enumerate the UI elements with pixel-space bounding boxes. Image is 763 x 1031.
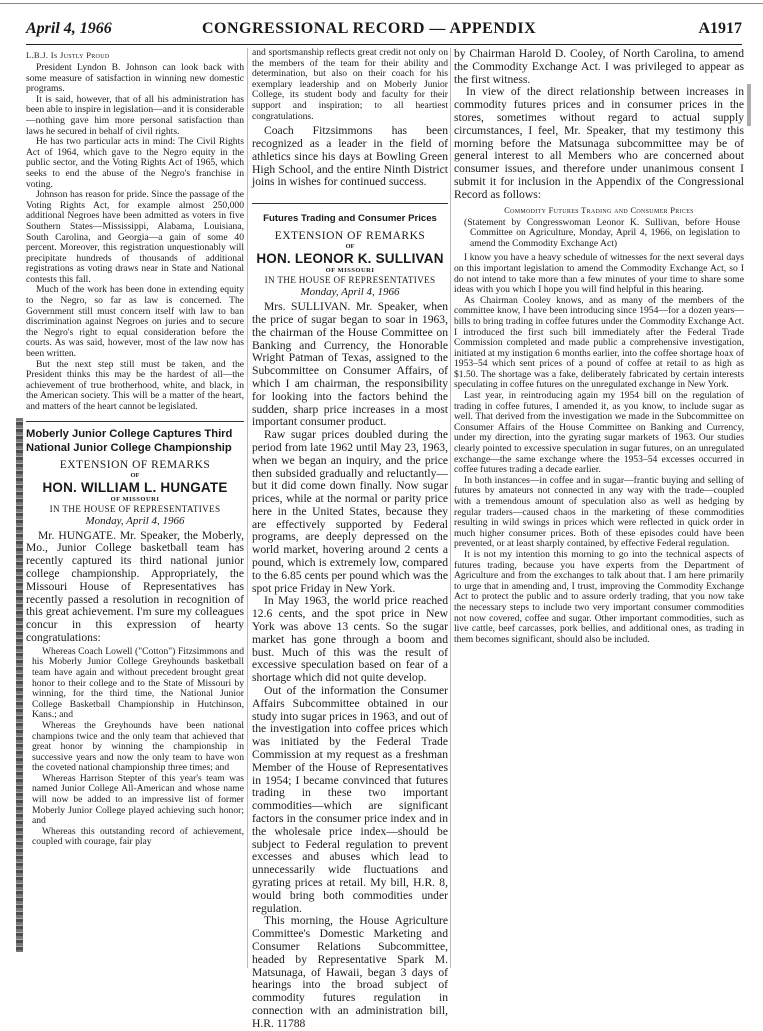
- editorial-heading: L.B.J. Is Justly Proud: [26, 50, 110, 60]
- top-rule: [0, 3, 763, 4]
- paragraph: As Chairman Cooley knows, and as many of the members of the committee know, I have been introducing since 1954—for a dozen years—bills to bring trading in coffee futures under the Commodity Exchange Act. I introduced the first such bill immediately after the Federal Trade Commission completed and made public a comprehensive investigation, initiated at my instigation 6 months earlier, into the coffee shortage hoax of 1953–54 which sent prices of a pound of coffee at retail to as high as $1.50. The shortage was a fake, deliberately fabricated by certain interests speculating in coffee futures on the unregulated exchange in New York.: [454, 294, 744, 391]
- paragraph: Whereas Coach Lowell ("Cotton") Fitzsimmons and his Moberly Junior College Greyhounds basketball team have again and without precedent brought great honor to their college and to the State of Missouri by winning, for the third time, the National Junior College Basketball Championship in Hutchinson, Kans.; and: [32, 645, 244, 721]
- paragraph: He has two particular acts in mind: The Civil Rights Act of 1964, which gave to the Negro equity in the public sector, and the Voting Rights Act of 1965, which seeks to end the abuse of the Negro's franchise in voting.: [26, 136, 244, 190]
- paragraph: Whereas this outstanding record of achievement, coupled with courage, fair play: [32, 825, 244, 848]
- statement-attribution: [454, 218, 744, 250]
- column-left: [26, 48, 244, 848]
- paragraph: In both instances—in coffee and in sugar—frantic buying and selling of futures by amateurs not connected in any way with the trade—coupled with a tremendous amount of speculation also as well as hedging by regular traders—caused chaos in the marketing of these commodities resulting in wild swings in prices which were reflected in quick order in much higher consumer prices. Both of these episodes could have been prevented, or at least sharply contained, by effective Federal regulation.: [454, 474, 744, 550]
- resolution-text: [26, 647, 244, 848]
- speech-body: [454, 48, 744, 202]
- speech-body: [252, 125, 448, 189]
- member-state: OF MISSOURI: [110, 495, 160, 503]
- article-headline: Futures Trading and Consumer Prices: [263, 213, 437, 225]
- of-label: OF: [345, 243, 355, 251]
- paragraph: Much of the work has been done in extending equity to the Negro, so far as law is concerned. The Government still must concern itself with law to ban discrimination against Negroes on juries and to secure the Negro's right to equal consideration before the courts. As was said, however, most of the law now has been written.: [26, 284, 244, 360]
- remarks-date: Monday, April 4, 1966: [300, 286, 400, 299]
- of-label: OF: [130, 471, 140, 479]
- paragraph: Mr. HUNGATE. Mr. Speaker, the Moberly, Mo., Junior College basketball team has recently captured its third national junior college championship. Appropriately, the Missouri House of Representatives has recently passed a resolution in recognition of this great achievement. I'm sure my colleagues concur in this expression of hearty congratulations:: [26, 528, 244, 644]
- editorial-body: [26, 63, 244, 413]
- column-right: [454, 48, 744, 645]
- paragraph: President Lyndon B. Johnson can look back with some measure of satisfaction in winning new domestic programs.: [26, 62, 244, 95]
- paragraph: Last year, in reintroducing again my 1954 bill on the regulation of trading in coffee futures, I amended it, as you know, to include sugar as well. That derived from the investigation we made in the Subcommittee on Consumer Affairs of the House Committee on Banking and Currency, under my direction, into the gyrating sugar markets of 1963. Our studies clearly pointed to excessive speculation in sugar futures, on an unregulated exchange—the same exchange where the 1953–54 excesses occurred in coffee futures trading a decade earlier.: [454, 390, 744, 476]
- extension-label: EXTENSION OF REMARKS: [59, 458, 211, 471]
- member-name: HON. LEONOR K. SULLIVAN: [256, 251, 444, 267]
- header-rule: [26, 44, 742, 45]
- paragraph: In May 1963, the world price reached 12.6 cents, and the spot price in New York was above 13 cents. So the sugar market has gone through a boom and bust. Much of this was the result of excessive speculation based on fear of a shortage which did not quite develop.: [252, 594, 448, 685]
- section-divider: [26, 421, 244, 422]
- paragraph: Mrs. SULLIVAN. Mr. Speaker, when the price of sugar began to soar in 1963, the chairman of the House Committee on Banking and Currency, the Honorable Wright Patman of Texas, assigned to the Subcommittee on Consumer Affairs, of which I am chairman, the responsibility for looking into the factors behind the sudden, sharp price increases in a most important consumer product.: [252, 300, 448, 429]
- speech-body: [252, 301, 448, 1030]
- testimony-body: [454, 253, 744, 645]
- paragraph: It is said, however, that of all his administration has been able to inspire in legislation—and it is considerable—nothing gave him more personal satisfaction than laws he secured in behalf of civil rights.: [26, 93, 244, 137]
- paragraph: In view of the direct relationship between increases in commodity futures prices and in consumer prices in the stores, sometimes without regard to actual supply circumstances, I feel, Mr. Speaker, that my testimony this morning before the Matsunaga subcommittee may be of general interest to all Members who are concerned about consumer issues, and therefore under unanimous consent I submit it for inclusion in the Appendix of the Congressional Record as follows:: [454, 85, 744, 201]
- testimony-heading: Commodity Futures Trading and Consumer Prices: [504, 204, 694, 215]
- paragraph: (Statement by Congresswoman Leonor K. Sullivan, before House Committee on Agriculture, Monday, April 4, 1966, on legislation to amend the Commodity Exchange Act): [464, 216, 740, 249]
- speech-body: [26, 530, 244, 645]
- member-name: HON. WILLIAM L. HUNGATE: [42, 479, 228, 495]
- page-header: [26, 14, 742, 44]
- paragraph: by Chairman Harold D. Cooley, of North Carolina, to amend the Commodity Exchange Act. I was privileged to appear as the first witness.: [454, 47, 744, 86]
- paragraph: But the next step still must be taken, and the President thinks this may be the hardest of all—the achievement of true brotherhood, white, and black, in the American society. This will be a matter of the heart, and matters of the heart cannot be legislated.: [26, 358, 244, 412]
- chamber-label: IN THE HOUSE OF REPRESENTATIVES: [264, 275, 436, 286]
- column-middle: [252, 48, 448, 1031]
- margin-marking: [747, 84, 751, 126]
- column-divider: [247, 48, 248, 968]
- header-page-number: A1917: [698, 20, 742, 37]
- chamber-label: IN THE HOUSE OF REPRESENTATIVES: [49, 503, 221, 514]
- section-divider: [252, 203, 448, 204]
- paragraph: This morning, the House Agriculture Committee's Domestic Marketing and Consumer Relations Subcommittee, headed by Representative Spark M. Matsunaga, of Hawaii, began 3 days of hearings into the broad subject of commodity futures regulation in connection with an administration bill, H.R. 11788: [252, 914, 448, 1030]
- paragraph: and sportsmanship reflects great credit not only on the members of the team for their ability and determination, but also on their coach for his exemplary leadership and on Moberly Junior College, its student body and faculty for their support and inspiration; to all heartiest congratulations.: [252, 47, 448, 122]
- paragraph: Coach Fitzsimmons has been recognized as a leader in the field of athletics since his days at Bowling Green High School, and the entire Ninth District joins in wishes for continued success.: [252, 124, 448, 189]
- member-state: OF MISSOURI: [325, 267, 375, 275]
- margin-marking: [16, 418, 23, 952]
- column-divider: [450, 48, 451, 968]
- paragraph: I know you have a heavy schedule of witnesses for the next several days on this important legislation to amend the Commodity Exchange Act, so I do not intend to take more than a few minutes of your time to share some ideas with you which I hope you will find helpful in this hearing.: [454, 252, 744, 296]
- resolution-continuation: [252, 48, 448, 122]
- header-date: April 4, 1966: [26, 20, 112, 37]
- paragraph: It is not my intention this morning to go into the technical aspects of futures trading, because you have experts from the Department of Agriculture and from the exchanges to talk about that. I am here primarily to urge that in amending and, I trust, improving the Commodity Exchange Act to protect the public and to assure orderly trading, that you now take the necessary steps to include two very important consumer commodities not now covered, coffee and sugar. Other important commodities, such as live cattle, beef carcasses, pork bellies, and additional ones, as trading in them becomes significant, should also be included.: [454, 548, 744, 645]
- extension-label: EXTENSION OF REMARKS: [274, 230, 426, 243]
- paragraph: Whereas the Greyhounds have been national champions twice and the only team that achieved that great honor by winning the championship in successive years and now the only team to have won the coveted national championship three times; and: [32, 719, 244, 774]
- paragraph: Raw sugar prices doubled during the period from late 1962 until May 23, 1963, when we began an inquiry, and the price then subsided gradually and reluctantly—but it did come down finally. Now sugar prices, while at the normal or parity price here in the United States, because they are effectively supported by Federal programs, are deeply depressed on the world market, hovering around 2 cents a pound, which is extremely low, compared to the 6.85 cents per pound which was the spot price Friday in New York.: [252, 428, 448, 595]
- header-title: CONGRESSIONAL RECORD — APPENDIX: [202, 20, 537, 37]
- paragraph: Whereas Harrison Stepter of this year's team was named Junior College All-American and whose name will now be added to an impressive list of former Moberly Junior College played achieving such honor; and: [32, 772, 244, 827]
- paragraph: Johnson has reason for pride. Since the passage of the Voting Rights Act, for example almost 250,000 additional Negroes have been admitted as voters in five Southern States—Mississippi, Alabama, Louisiana, South Carolina, and Georgia—a gain of some 40 percent. Moreover, this registration unquestionably will precipitate hundreds of thousands of additional registrations as voting draws near in State and National contests this fall.: [26, 189, 244, 285]
- remarks-date: Monday, April 4, 1966: [85, 514, 185, 527]
- paragraph: Out of the information the Consumer Affairs Subcommittee obtained in our study into sugar prices in 1963, and out of the investigation into coffee prices which was initiated by the Federal Trade Commission at my request as a freshman Member of the House of Representatives in 1954; I became convinced that futures trading in these two important commodities—which are significant factors in the consumer price index and in the wholesale price index—should be subject to Federal regulation to prevent excesses and abuses which lead to unnecessarily wide fluctuations and gyrating prices at retail. My bill, H.R. 8, would bring both commodities under regulation.: [252, 684, 448, 915]
- article-headline: Moberly Junior College Captures Third National Junior College Championship: [26, 427, 233, 454]
